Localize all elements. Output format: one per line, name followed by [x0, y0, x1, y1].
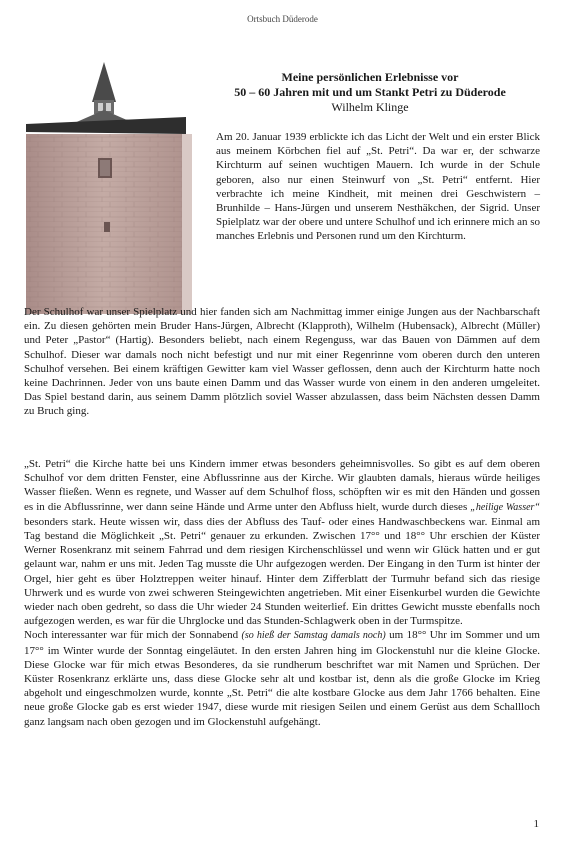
author: Wilhelm Klinge [331, 100, 409, 114]
paragraph-bells-text-b: um 18°° Uhr im Sommer und um 17°° im Winter wurde der Sonntag eingeläutet. In den ersten Jahren hing im Glockenstuhl nur die kleine Glocke. Diese Glocke war für mich etwas Besonderes, da sie rundherum beschriftet war mit Namen und Sprüchen. Der Küster Rosenkranz erklärte uns, dass diese Glocke sehr alt und kostbar ist, denn als die große Glocke im Krieg abgeholt und eingeschmolzen wurde, konnte „St. Petri“ die alte kostbare Glocke aus dem Jahr 1766 behalten. Eine neue große Glocke gab es erst wieder 1947, diese wurde mit riesigen Seilen und einem Gerüst aus dem Schallloch ganz langsam nach oben gezogen und im Glockenstuhl aufgehängt. [24, 629, 540, 728]
paragraph-church-emphasis: „heilige Wasser“ [470, 501, 540, 513]
paragraph-church-text-a: „St. Petri“ die Kirche hatte bei uns Kindern immer etwas besonders geheimnisvolles. So gibt es auf dem oberen Schulhof vor dem dritten Fenster, eine Abflussrinne aus der Kirche. Wir glaubten damals, hieraus würde heiliges Wasser fließen. Wenn es regnete, und Wasser auf dem Schulhof floss, schöpften wir es mit den Händen und gossen es in die Abflussrinne, wer dann seine Hände und Arme unter den Abfluss hielt, wurde durch dieses [24, 458, 540, 513]
paragraph-bells-text-a: Noch interessanter war für mich der Sonnabend [24, 629, 242, 642]
paragraph-church [24, 457, 540, 628]
page-number: 1 [533, 818, 539, 830]
title-block [210, 70, 530, 115]
paragraph-bells-emphasis: (so hieß der Samstag damals noch) [241, 630, 386, 642]
church-tower-photo [26, 62, 204, 314]
title-line-1: Meine persönlichen Erlebnisse vor [281, 70, 459, 84]
paragraph-church-text-b: besonders stark. Heute wissen wir, dass dies der Abfluss des Tauf- oder eines Handwaschbeckens war. Einmal am Tag bestand die Möglichkeit „St. Petri“ genauer zu erkunden. Zwischen 17°° und 18°° Uhr erschien der Küster Werner Rosenkranz mit seinem Fahrrad und dem riesigen Kirchenschlüssel und wenn wir Glück hatten und er gut gelaunt war, nahm er uns mit. Jeden Tag musste die Uhr aufgezogen werden. Der Eingang in den Turm ist hinter der Orgel, hier geht es über Holztreppen weiter hinauf. Hinter dem Zifferblatt der Turmuhr befand sich das riesige Uhrwerk und es wurde von zwei schweren Steingewichten angetrieben. Mit einer Eisenkurbel wurden die Gewichte wieder nach oben gedreht, so dass die Uhr wieder 24 Stunden weiterlief. Ein drittes Gewicht musste ebenfalls noch aufgezogen werden, es war für die Uhrglocke und das Stunden-Schlagwerk oben in der Turmspitze. [24, 515, 540, 628]
paragraph-schoolyard: Der Schulhof war unser Spielplatz und hier fanden sich am Nachmittag immer einige Jungen aus der Nachbarschaft ein. Zu diesen gehörten mein Bruder Hans-Jürgen, Albrecht (Klapproth), Wilhelm (Hubensack), Albrecht (Müller) und Peter „Pastor“ (Hartig). Besonders beliebt, nach einem Regenguss, war das Bauen von Dämmen auf dem Schulhof. Dieser war damals noch nicht befestigt und nur mit einer Regenrinne vom oberen durch den unteren Schulhof versehen. Bei einem kräftigen Gewitter kam viel Wasser geflossen, denn auch der Kirchturm hatte noch keine Dachrinnen. Jeder von uns baute einen Damm und das Wasser wurde von einem in den anderen umgeleitet. Das Spiel bestand darin, aus seinem Damm plötzlich soviel Wasser abzulassen, dass beim Nächsten dessen Damm zu Bruch ging. [24, 306, 540, 418]
title-line-2: 50 – 60 Jahren mit und um Stankt Petri zu Düderode [234, 85, 506, 99]
paragraph-bells [24, 628, 540, 728]
paragraph-intro: Am 20. Januar 1939 erblickte ich das Licht der Welt und ein erster Blick aus meinem Körbchen fiel auf „St. Petri“. Da war er, der schwarze Kirchturm auf seinen wuchtigen Mauern. Ich wurde in der Schule geboren, also nur einen Steinwurf von „St. Petri“ entfernt. Hier verbrachte ich meine Kindheit, mit meinen drei Geschwistern – Brunhilde – Hans-Jürgen und unserem Nesthäkchen, der Sigrid. Unser Spielplatz war der obere und untere Schulhof und ich erinnere mich an so manches Erlebnis und Personen rund um den Kirchturm. [216, 131, 540, 243]
paragraph-church-block [24, 457, 540, 729]
running-head: Ortsbuch Düderode [247, 14, 318, 24]
